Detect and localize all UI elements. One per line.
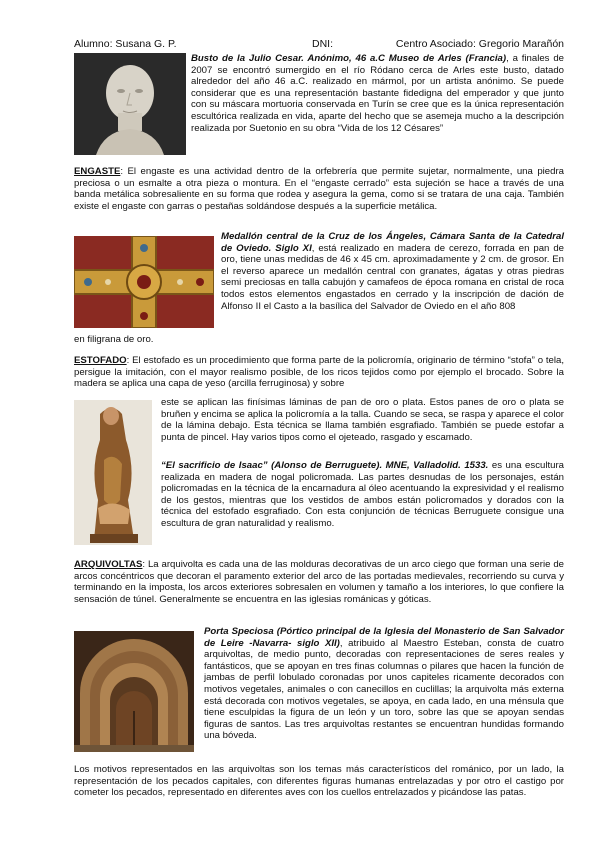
page-header bbox=[74, 38, 564, 51]
medallon-tail: en filigrana de oro. bbox=[74, 334, 154, 345]
porta-paragraph-2: Los motivos representados en las arquivoltas son los temas más característicos del románico, por un lado, la representación de los pecados capitales, con diferentes figuras humanas entrelazadas y por otro el castigo por cometer los pecados, representado en diferentes aves con los cuellos entrelazados y picándose las patas. bbox=[74, 764, 564, 799]
arquivoltas-paragraph: ARQUIVOLTAS: La arquivolta es cada una de las molduras decorativas de un arco ciego que forman una serie de arcos concéntricos que decoran el paramento exterior del arco de las portadas medievales, recorriendo su curva y terminando en la imposta, los arcos exteriores sobresalen en volumen y tamaño a los interiores, lo que confiere la sensación de túnel. Generalmente se encuentra en las iglesias románicas y góticas. bbox=[74, 559, 564, 605]
center-name: Centro Asociado: Gregorio Marañón bbox=[395, 38, 564, 50]
dni-label: DNI: bbox=[312, 38, 333, 50]
cruz-angeles-image bbox=[74, 236, 214, 328]
estofado-paragraph: ESTOFADO: El estofado es un procedimiento que forma parte de la policromía, originario de término “stofa” o tela, persigue la imitación, con el mayor realismo posible, de los ricos tejidos como por ejemplo el brocado. Sobre la madera se aplica una capa de yeso (arcilla ferruginosa) y sobre bbox=[74, 355, 564, 390]
sacrificio-paragraph: “El sacrificio de Isaac” (Alonso de Berruguete). MNE, Valladolid. 1533. es una escultura realizada en madera de nogal policromada. Las partes desnudas de los personajes, están policromadas en la técnica de la encarnadura al óleo acentuando la expresividad y el realismo de los gestos, mientras que los vestidos de ambos están policromados y dorados con la técnica del estofado esgrafiado. Con esta conjunción de técnicas Berruguete consigue una escultura de gran naturalidad y realismo. bbox=[161, 460, 564, 529]
busto-paragraph: Busto de la Julio Cesar. Anónimo, 46 a.C Museo de Arles (Francia), a finales de 2007 se encontró sumergido en el río Ródano cerca de Arles este busto, datado alrededor del año 46 a.C. realizado en mármol, por un artista anónimo. Se puede considerar que es una representación bastante fidedigna del emperador y que junto con su máscara mortuoria conservada en Turín se cree que es la única representación escultórica realizada en vida, aparte del hecho que se asemeja mucho a la descripción realizada por Suetonio en su obra “Vida de los 12 Césares” bbox=[191, 53, 564, 134]
medallon-paragraph: Medallón central de la Cruz de los Ángeles, Cámara Santa de la Catedral de Oviedo. Siglo XI, está realizado en madera de cerezo, forrada en pan de oro, tiene unas medidas de 46 x 45 cm. aproximadamente y 2 cm. de grosor. En el reverso aparece un medallón central con granates, ágatas y otras piedras semi preciosas en talla cabujón y camafeos de época romana en cristal de roca todos estos elementos engastados en cerrado y la inscripción de dación de Alfonso II el Casto a la basílica del Salvador de Oviedo en el año 808 bbox=[221, 231, 564, 312]
student-name: Alumno: Susana G. P. bbox=[74, 38, 177, 50]
porta-paragraph: Porta Speciosa (Pórtico principal de la Iglesia del Monasterio de San Salvador de Leire -Navarra- siglo XII), atribuido al Maestro Esteban, consta de cuatro arquivoltas, de medio punto, decoradas con representaciones de seres reales y fantásticos, que se apoyan en tres finas columnas o pilares que hacen la función de jambas de perfil lobulado coronadas por unos capiteles ricamente decorados con motivos vegetales, animales o con canecillos en cuclillas; la arquivolta más externa está decorada con motivos vegetales, se apoya, en cada lado, en una ménsula que tiene esculpidas la figura de un león y un toro, sobre las que se apoyan sendas figuras de santos. Las tres arquivoltas restantes se encuentran hundidas formando una bóveda. bbox=[204, 626, 565, 742]
porta-speciosa-image bbox=[74, 631, 194, 752]
sacrificio-isaac-image bbox=[74, 400, 152, 545]
engaste-paragraph: ENGASTE: El engaste es una actividad dentro de la orfebrería que permite sujetar, normalmente, una piedra preciosa o un esmalte a otra pieza o montura. En el “engaste cerrado” esta sujeción se hace a través de una banda metálica sobresaliente en su forma que rodea y asegura la gema, como si se tratara de una caja. También existe el engaste con garras o pestañas soldándose después a la superficie metálica. bbox=[74, 166, 564, 212]
caesar-bust-image bbox=[74, 53, 186, 155]
estofado-paragraph-2: este se aplican las finísimas láminas de pan de oro o plata. Estos panes de oro o plata se bruñen y encima se aplica la policromía a la talla. Cuando se seca, se raspa y aparece el color de la lámina debajo. Esta técnica se llama también esgrafiado. También se puede estofar a punta de pincel. Hay varios tipos como el ojeteado, rasgado y escamado. bbox=[161, 397, 564, 443]
